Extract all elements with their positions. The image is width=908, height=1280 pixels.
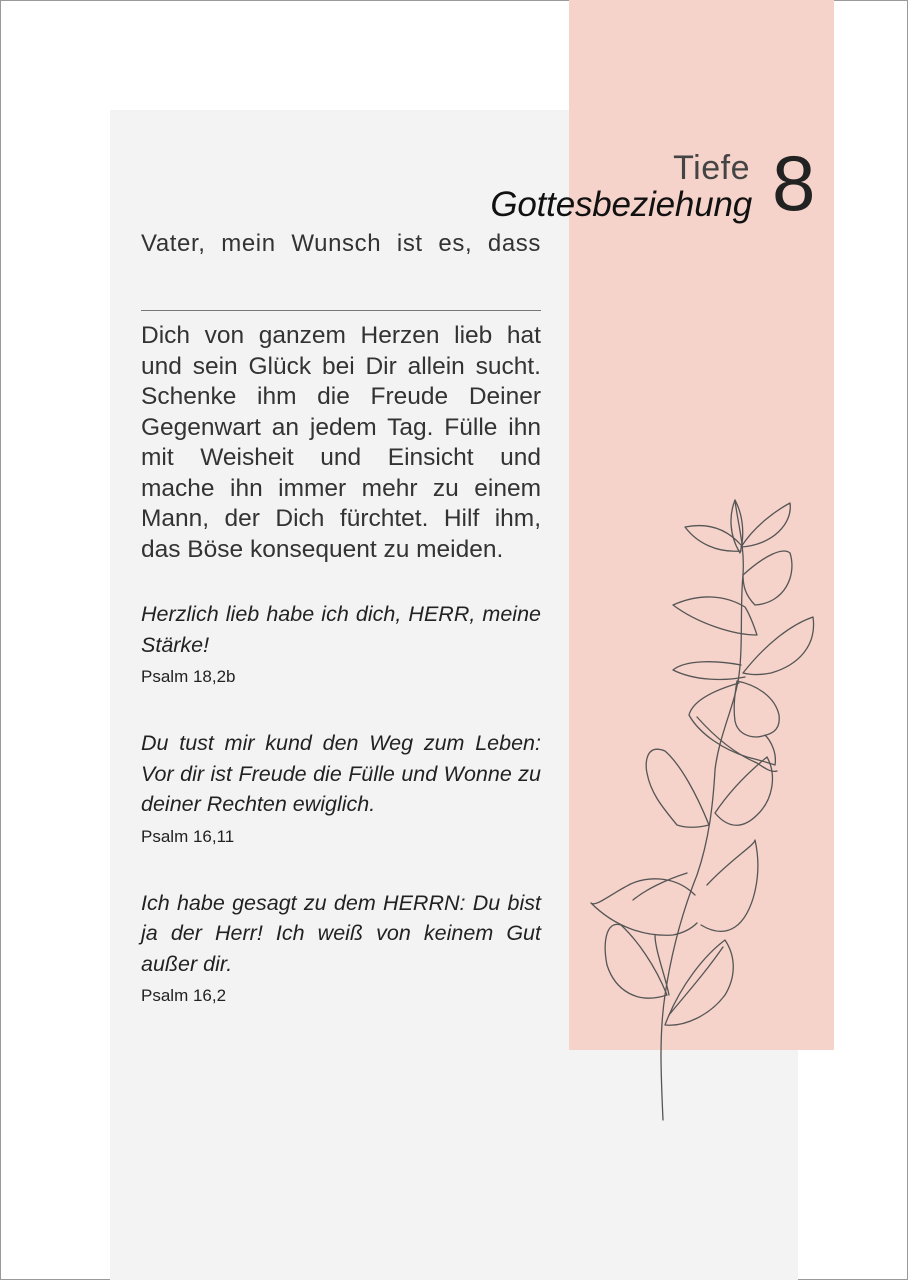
verse-text: Ich habe gesagt zu dem HERRN: Du bist ja der Herr! Ich weiß von keinem Gut außer dir. [141, 890, 541, 976]
verse-reference: Psalm 16,11 [141, 826, 235, 846]
verse-block [141, 599, 541, 688]
verse-text: Herzlich lieb habe ich dich, HERR, meine Stärke! [141, 602, 541, 657]
heading-small-title: Tiefe [673, 149, 750, 187]
prayer-text: Dich von ganzem Herzen lieb hat und sein Glück bei Dir allein sucht. Schenke ihm die Freude Deiner Gegenwart an jedem Tag. Fülle ihn mit Weisheit und Einsicht und mache ihn immer mehr zu einem Mann, der Dich fürchtet. Hilf ihm, das Böse konsequent zu meiden. [141, 322, 541, 563]
verse-block [141, 888, 541, 1008]
page-content [141, 226, 541, 1007]
chapter-heading [490, 150, 752, 224]
verse-block [141, 728, 541, 848]
heading-big-title: Gottesbeziehung [490, 185, 752, 224]
prayer-prompt: Vater, mein Wunsch ist es, dass [141, 230, 541, 257]
verse-reference: Psalm 16,2 [141, 986, 227, 1005]
writing-line[interactable] [141, 310, 541, 311]
verse-text: Du tust mir kund den Weg zum Leben: Vor dir ist Freude die Fülle und Wonne zu deiner Rechten ewiglich. [141, 731, 541, 816]
chapter-number: 8 [772, 139, 816, 227]
eucalyptus-branch-icon [585, 495, 820, 1125]
verse-reference: Psalm 18,2b [141, 667, 236, 686]
